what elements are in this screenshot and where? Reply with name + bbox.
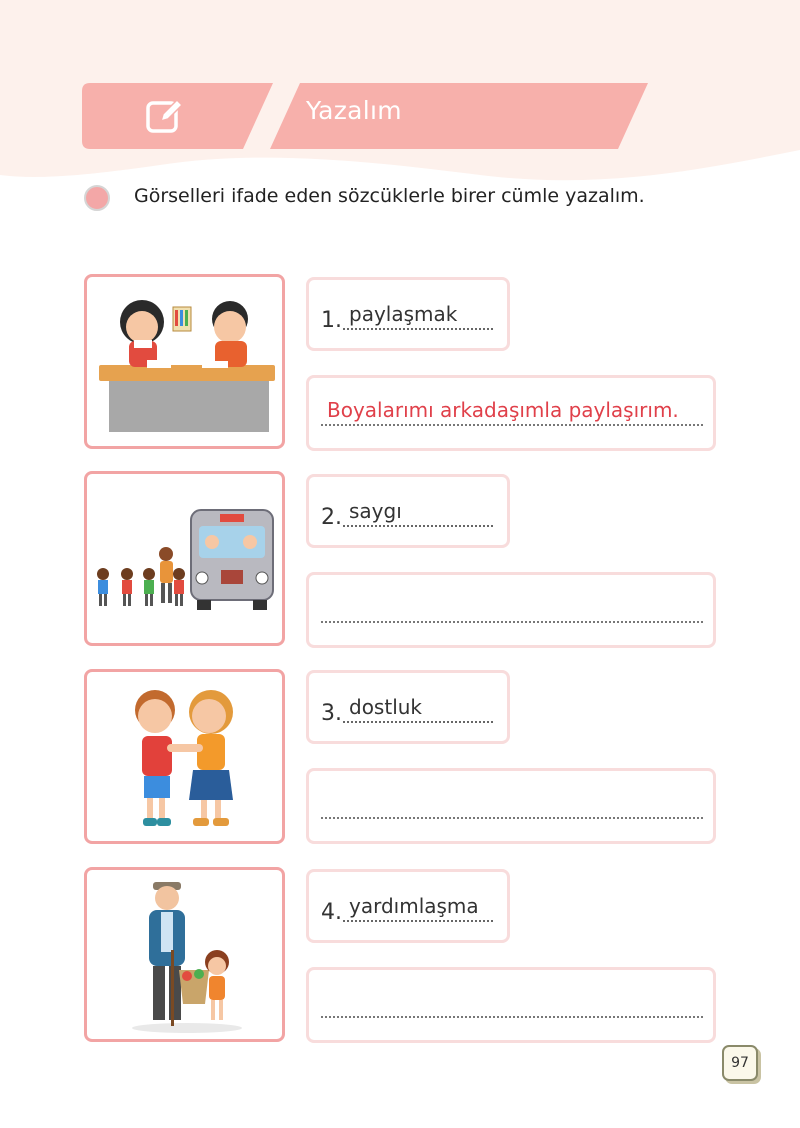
exercise-image-card-4 — [84, 867, 285, 1042]
word-answer-line — [343, 328, 493, 330]
word-number: 1. — [321, 308, 342, 333]
word-box-2 — [306, 474, 510, 548]
sentence-box-4[interactable] — [306, 967, 716, 1043]
sentence-answer-line — [321, 817, 703, 819]
word-text: dostluk — [349, 695, 423, 719]
sentence-answer-line — [321, 1016, 703, 1018]
instruction-bullet — [84, 185, 110, 211]
word-answer-line — [343, 721, 493, 723]
exercise-image-card-2 — [84, 471, 285, 646]
word-text: yardımlaşma — [349, 894, 479, 918]
page-number: 97 — [722, 1045, 758, 1081]
word-number: 4. — [321, 900, 342, 925]
sentence-box-3[interactable] — [306, 768, 716, 844]
girl-helping-grandpa-illustration — [87, 870, 282, 1039]
sentence-text: Boyalarımı arkadaşımla paylaşırım. — [327, 398, 679, 422]
sentence-box-2[interactable] — [306, 572, 716, 648]
sentence-box-1[interactable] — [306, 375, 716, 451]
sentence-answer-line — [321, 621, 703, 623]
exercise-image-card-3 — [84, 669, 285, 844]
sharing-crayons-illustration — [87, 277, 282, 446]
word-box-1 — [306, 277, 510, 351]
word-text: saygı — [349, 499, 402, 523]
word-number: 2. — [321, 505, 342, 530]
word-text: paylaşmak — [349, 302, 458, 326]
section-title: Yazalım — [306, 96, 402, 125]
sentence-answer-line — [321, 424, 703, 426]
children-hugging-illustration — [87, 672, 282, 841]
word-box-4 — [306, 869, 510, 943]
instruction-text: Görselleri ifade eden sözcüklerle birer cümle yazalım. — [134, 185, 645, 207]
word-answer-line — [343, 920, 493, 922]
word-number: 3. — [321, 701, 342, 726]
edit-icon — [145, 96, 185, 136]
word-box-3 — [306, 670, 510, 744]
word-answer-line — [343, 525, 493, 527]
exercise-image-card-1 — [84, 274, 285, 449]
children-and-bus-illustration — [87, 474, 282, 643]
